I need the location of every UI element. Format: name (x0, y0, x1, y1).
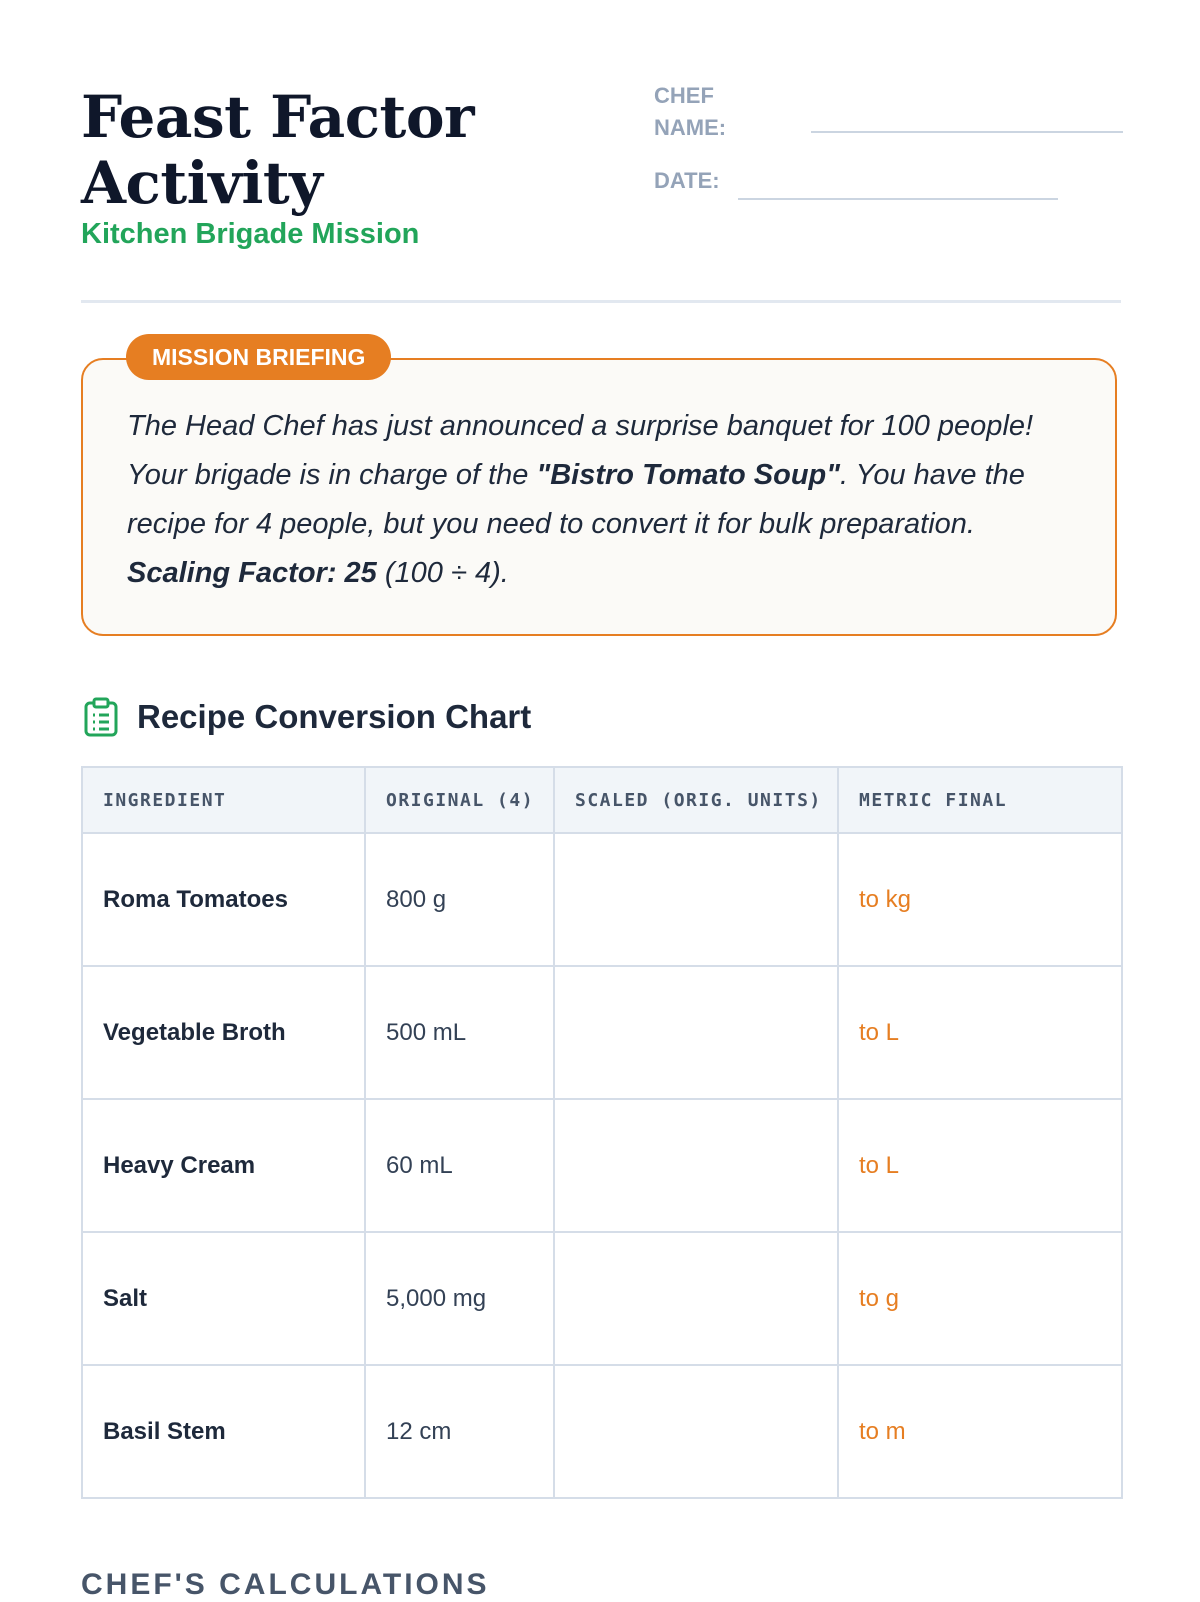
recipe-conversion-table (81, 766, 1123, 1499)
original-cell: 5,000 mg (365, 1232, 554, 1365)
briefing-scaling-factor: Scaling Factor: 25 (127, 557, 377, 589)
mission-briefing-text (127, 402, 1057, 598)
original-cell: 500 mL (365, 966, 554, 1099)
scaled-input-cell[interactable] (554, 1365, 838, 1498)
scaled-input-cell[interactable] (554, 1232, 838, 1365)
metric-cell[interactable]: to L (838, 1099, 1122, 1232)
table-row (82, 966, 1122, 1099)
briefing-text-part: (100 ÷ 4). (376, 557, 509, 589)
table-row (82, 1232, 1122, 1365)
mission-briefing-box (81, 344, 1117, 636)
date-field[interactable] (738, 198, 1058, 200)
page-subtitle: Kitchen Brigade Mission (81, 218, 420, 250)
page-title: Feast Factor Activity (81, 83, 475, 217)
recipe-chart-heading (83, 696, 531, 738)
ingredient-cell: Roma Tomatoes (82, 833, 365, 966)
original-cell: 60 mL (365, 1099, 554, 1232)
original-cell: 12 cm (365, 1365, 554, 1498)
column-header-scaled: SCALED (ORIG. UNITS) (554, 767, 838, 833)
ingredient-cell: Basil Stem (82, 1365, 365, 1498)
header-divider (81, 300, 1121, 303)
metric-cell[interactable]: to g (838, 1232, 1122, 1365)
recipe-chart-title: Recipe Conversion Chart (137, 698, 532, 735)
table-header-row (82, 767, 1122, 833)
briefing-text-part: . You have the recipe for 4 people, but you need to convert it for bulk preparation. (127, 459, 1025, 540)
ingredient-cell: Salt (82, 1232, 365, 1365)
date-label: DATE: (654, 168, 720, 193)
chef-name-field[interactable] (811, 131, 1123, 133)
original-cell: 800 g (365, 833, 554, 966)
chefs-calculations-heading: CHEF'S CALCULATIONS (81, 1568, 490, 1601)
mission-briefing-tag: MISSION BRIEFING (126, 334, 391, 380)
metric-cell[interactable]: to kg (838, 833, 1122, 966)
column-header-metric: METRIC FINAL (838, 767, 1122, 833)
scaled-input-cell[interactable] (554, 966, 838, 1099)
metric-cell[interactable]: to L (838, 966, 1122, 1099)
column-header-original: ORIGINAL (4) (365, 767, 554, 833)
clipboard-icon (83, 697, 119, 737)
table-row (82, 833, 1122, 966)
column-header-ingredient: INGREDIENT (82, 767, 365, 833)
ingredient-cell: Heavy Cream (82, 1099, 365, 1232)
ingredient-cell: Vegetable Broth (82, 966, 365, 1099)
briefing-dish-name: "Bistro Tomato Soup" (536, 459, 841, 491)
scaled-input-cell[interactable] (554, 1099, 838, 1232)
briefing-text-part: The Head Chef has just announced a surprise banquet for 100 people! Your brigade is in charge of the (127, 410, 1034, 491)
scaled-input-cell[interactable] (554, 833, 838, 966)
table-row (82, 1099, 1122, 1232)
metric-cell[interactable]: to m (838, 1365, 1122, 1498)
table-row (82, 1365, 1122, 1498)
chef-name-label: CHEF NAME: (654, 83, 727, 140)
